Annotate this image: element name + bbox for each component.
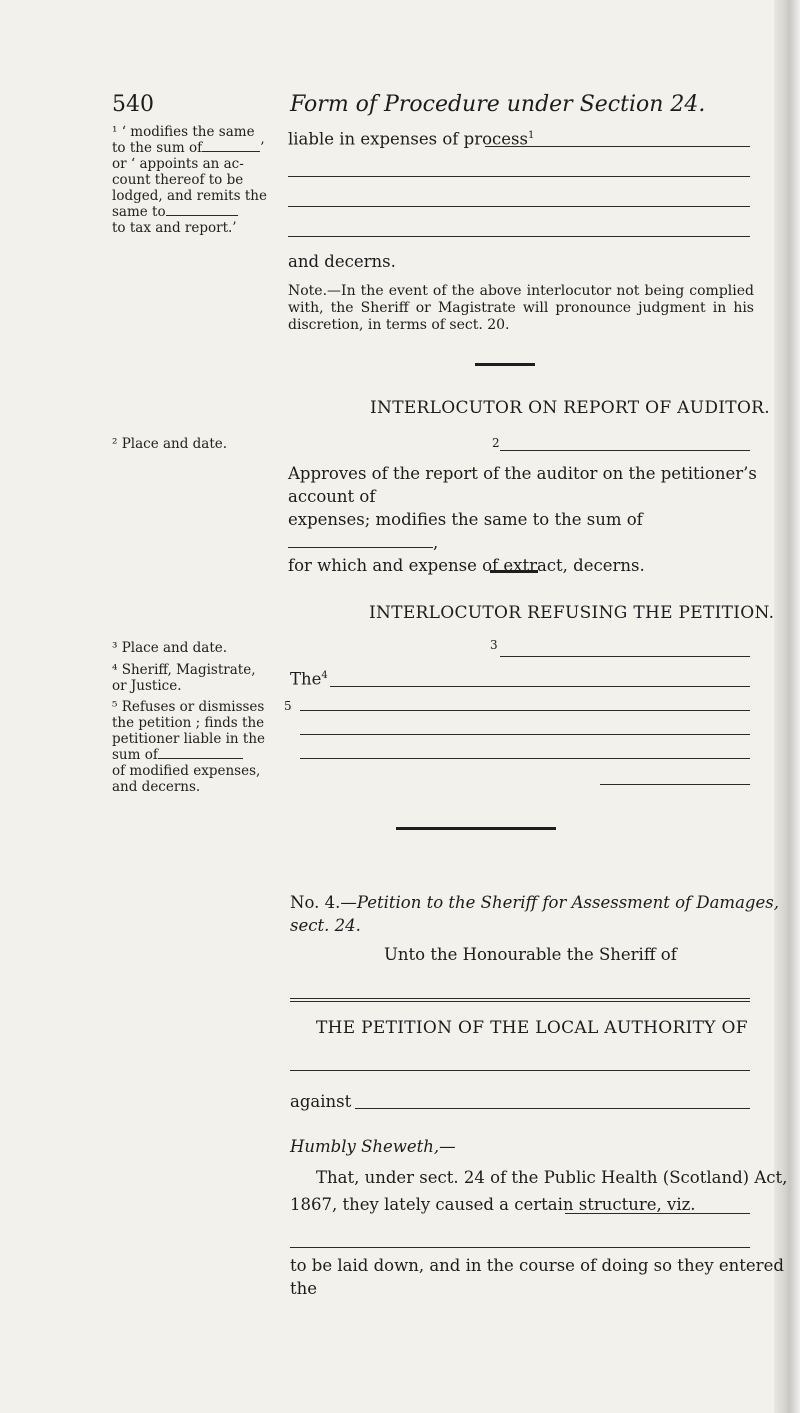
margin-line: same to [112, 204, 284, 220]
blank-rule [500, 656, 750, 657]
margin-note-5: ⁵ Refuses or dismisses the petition ; finds the petitioner liable in the sum of of modified expenses, and decerns. [112, 699, 266, 795]
margin-line: to tax and report.’ [112, 220, 237, 236]
margin-note-4: ⁴ Sheriff, Magistrate, or Justice. [112, 662, 256, 694]
margin-line: ¹ ‘ modifies the same [112, 124, 255, 140]
margin-line: count thereof to be [112, 172, 244, 188]
address-line: Unto the Honourable the Sheriff of [384, 945, 677, 964]
blank-rule [288, 206, 750, 207]
blank-rule [485, 146, 750, 147]
blank-rule [565, 1213, 750, 1214]
petition-text-3: to be laid down, and in the course of doing so they entered the [290, 1256, 784, 1298]
margin-note-3: ³ Place and date. [112, 640, 228, 656]
section-divider [490, 570, 538, 573]
margin-note-1 [112, 124, 284, 236]
form-no-4-heading: No. 4.—Petition to the Sheriff for Assessment of Damages, sect. 24. [290, 893, 779, 935]
blank-rule [300, 710, 750, 711]
heading-refusing-petition: INTERLOCUTOR REFUSING THE PETITION. [369, 603, 775, 623]
and-decerns: and decerns. [288, 252, 396, 271]
blank-rule [290, 998, 750, 999]
blank-rule [355, 1108, 750, 1109]
blank-rule [330, 686, 750, 687]
against-label: against [290, 1092, 352, 1111]
heading-report-of-auditor: INTERLOCUTOR ON REPORT OF AUDITOR. [370, 398, 770, 418]
blank-rule [288, 176, 750, 177]
margin-line: or ‘ appoints an ac- [112, 156, 244, 172]
page-edge-shadow [774, 0, 800, 1413]
petition-text-2: 1867, they lately caused a certain structure, viz. [290, 1195, 696, 1214]
the-line: The$^4$ [290, 669, 328, 689]
running-title: Form of Procedure under Section 24. [290, 92, 706, 117]
blank-rule [500, 450, 750, 451]
section-divider [475, 363, 535, 366]
page-number: 540 [112, 92, 154, 117]
ref-3: 3 [490, 638, 498, 652]
blank-rule [300, 758, 750, 759]
humbly-sheweth: Humbly Sheweth,— [290, 1137, 456, 1156]
ref-5: 5 [284, 699, 292, 713]
margin-note-2: ² Place and date. [112, 436, 228, 452]
note-paragraph: Note.—In the event of the above interlocutor not being complied with, the Sheriff or Magistrate will pronounce judgment in his discretion, in terms of sect. 20. [288, 283, 754, 333]
petition-text-1: That, under sect. 24 of the Public Health (Scotland) Act, [316, 1168, 788, 1187]
margin-line: lodged, and remits the [112, 188, 267, 204]
liable-line: liable in expenses of process$^1$ [288, 129, 535, 149]
auditor-paragraph: Approves of the report of the auditor on the petitioner’s account of expenses; modifies the same to the sum of, for which and expense of extract, decerns. [288, 464, 757, 575]
blank-rule [290, 1247, 750, 1248]
blank-rule [290, 1001, 750, 1002]
blank-rule [288, 236, 750, 237]
blank-rule [600, 784, 750, 785]
petition-heading: THE PETITION OF THE LOCAL AUTHORITY OF [316, 1018, 748, 1038]
margin-line: to the sum of ’ [112, 140, 265, 156]
ref-2: 2 [492, 436, 500, 450]
blank-rule [300, 734, 750, 735]
blank-rule [290, 1070, 750, 1071]
section-divider [396, 827, 556, 830]
